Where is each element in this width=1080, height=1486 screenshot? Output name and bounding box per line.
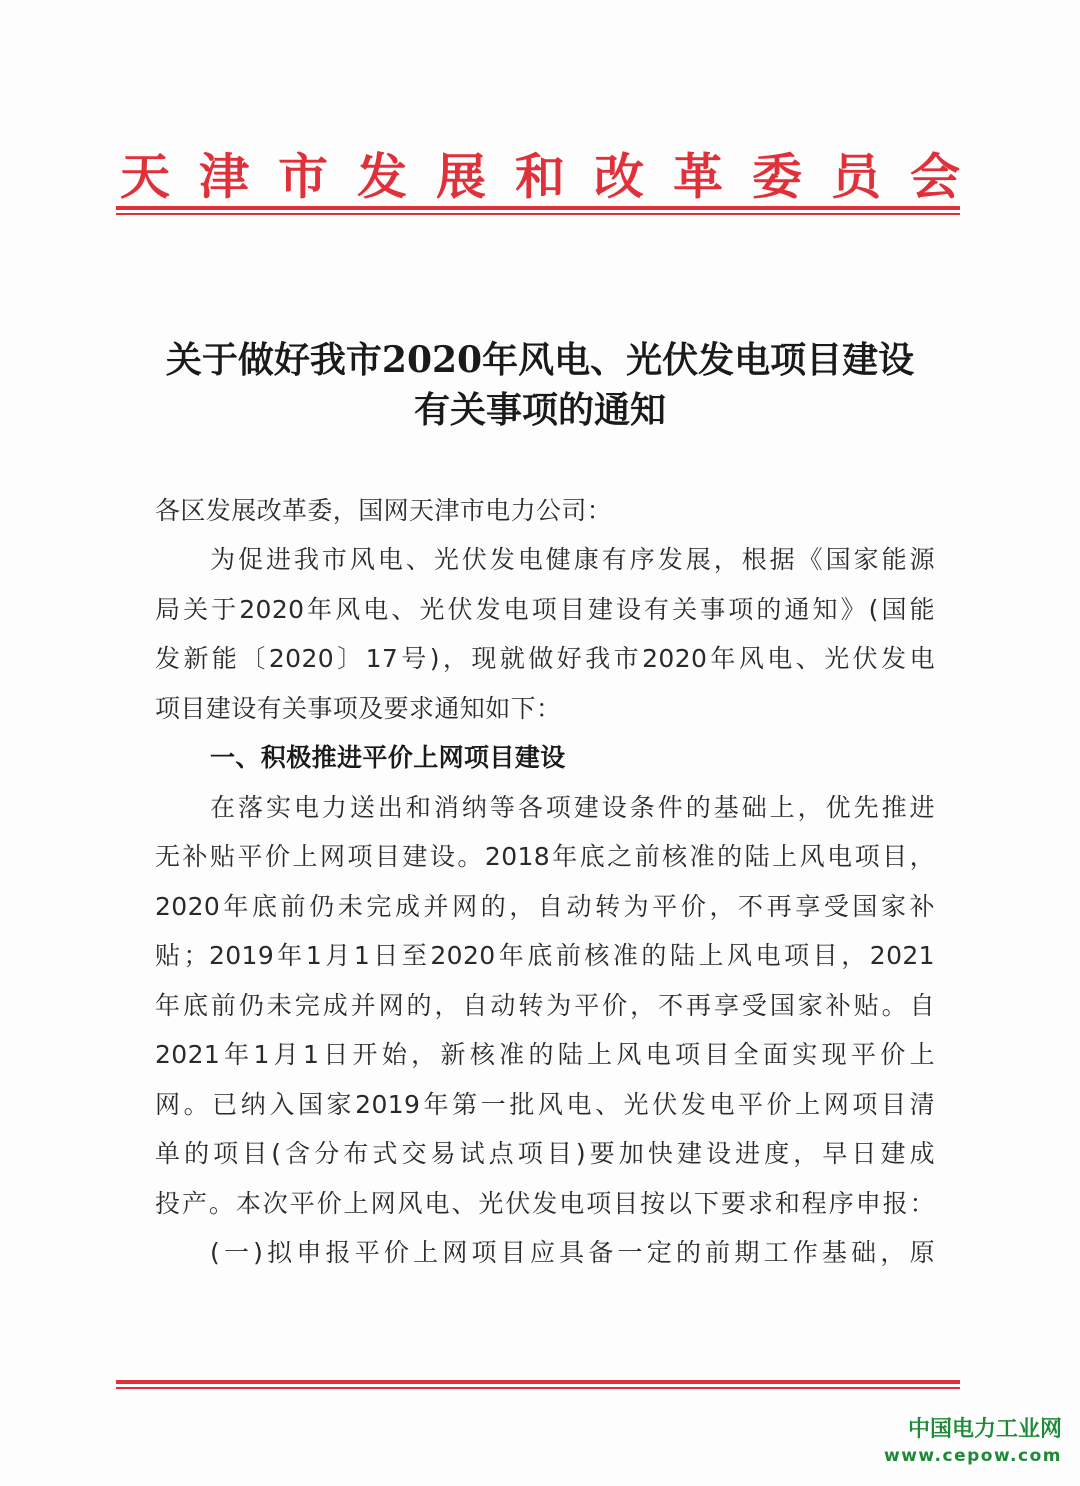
header-char: 员 xyxy=(831,147,881,206)
header-divider-thin xyxy=(116,213,960,215)
header-char: 津 xyxy=(199,147,249,206)
header-char: 和 xyxy=(515,147,565,206)
header-char: 委 xyxy=(752,147,802,206)
paragraph-line: (一)拟申报平价上网项目应具备一定的前期工作基础，原 xyxy=(210,1238,935,1267)
header-char: 发 xyxy=(357,147,407,206)
header-char: 革 xyxy=(673,147,723,206)
paragraph-line: 为促进我市风电、光伏发电健康有序发展，根据《国家能源 xyxy=(210,545,935,574)
header-char: 会 xyxy=(910,147,960,206)
paragraph-line: 单的项目(含分布式交易试点项目)要加快建设进度，早日建成 xyxy=(155,1139,935,1168)
salutation-line: 各区发展改革委，国网天津市电力公司： xyxy=(155,496,613,525)
header-char: 改 xyxy=(594,147,644,206)
footer-divider-thick xyxy=(116,1380,960,1384)
paragraph-line: 2020年底前仍未完成并网的，自动转为平价，不再享受国家补 xyxy=(155,892,935,921)
paragraph-line: 贴；2019年1月1日至2020年底前核准的陆上风电项目，2021 xyxy=(155,941,935,970)
paragraph-line: 投产。本次平价上网风电、光伏发电项目按以下要求和程序申报： xyxy=(155,1189,935,1218)
paragraph-line: 网。已纳入国家2019年第一批风电、光伏发电平价上网项目清 xyxy=(155,1090,935,1119)
footer-divider-thin xyxy=(116,1387,960,1389)
header-divider-thick xyxy=(116,206,960,210)
section-heading: 一、积极推进平价上网项目建设 xyxy=(210,743,566,772)
header-char: 市 xyxy=(278,147,328,206)
header-char: 展 xyxy=(436,147,486,206)
organization-header xyxy=(120,138,960,208)
site-watermark xyxy=(884,1415,1062,1467)
paragraph-line: 年底前仍未完成并网的，自动转为平价，不再享受国家补贴。自 xyxy=(155,991,935,1020)
paragraph-line: 局关于2020年风电、光伏发电项目建设有关事项的通知》(国能 xyxy=(155,595,935,624)
header-char: 天 xyxy=(120,147,170,206)
paragraph-line: 无补贴平价上网项目建设。2018年底之前核准的陆上风电项目， xyxy=(155,842,935,871)
paragraph-line: 项目建设有关事项及要求通知如下： xyxy=(155,694,562,723)
paragraph-line: 发新能〔2020〕17号)，现就做好我市2020年风电、光伏发电 xyxy=(155,644,935,673)
watermark-name: 中国电力工业网 xyxy=(907,1417,1062,1442)
document-title-line-1: 关于做好我市2020年风电、光伏发电项目建设 xyxy=(165,339,915,381)
paragraph-line: 2021年1月1日开始，新核准的陆上风电项目全面实现平价上 xyxy=(155,1040,935,1069)
document-title-line-2: 有关事项的通知 xyxy=(413,389,666,431)
paragraph-line: 在落实电力送出和消纳等各项建设条件的基础上，优先推进 xyxy=(210,793,935,822)
watermark-url: www.cepow.com xyxy=(884,1446,1062,1466)
